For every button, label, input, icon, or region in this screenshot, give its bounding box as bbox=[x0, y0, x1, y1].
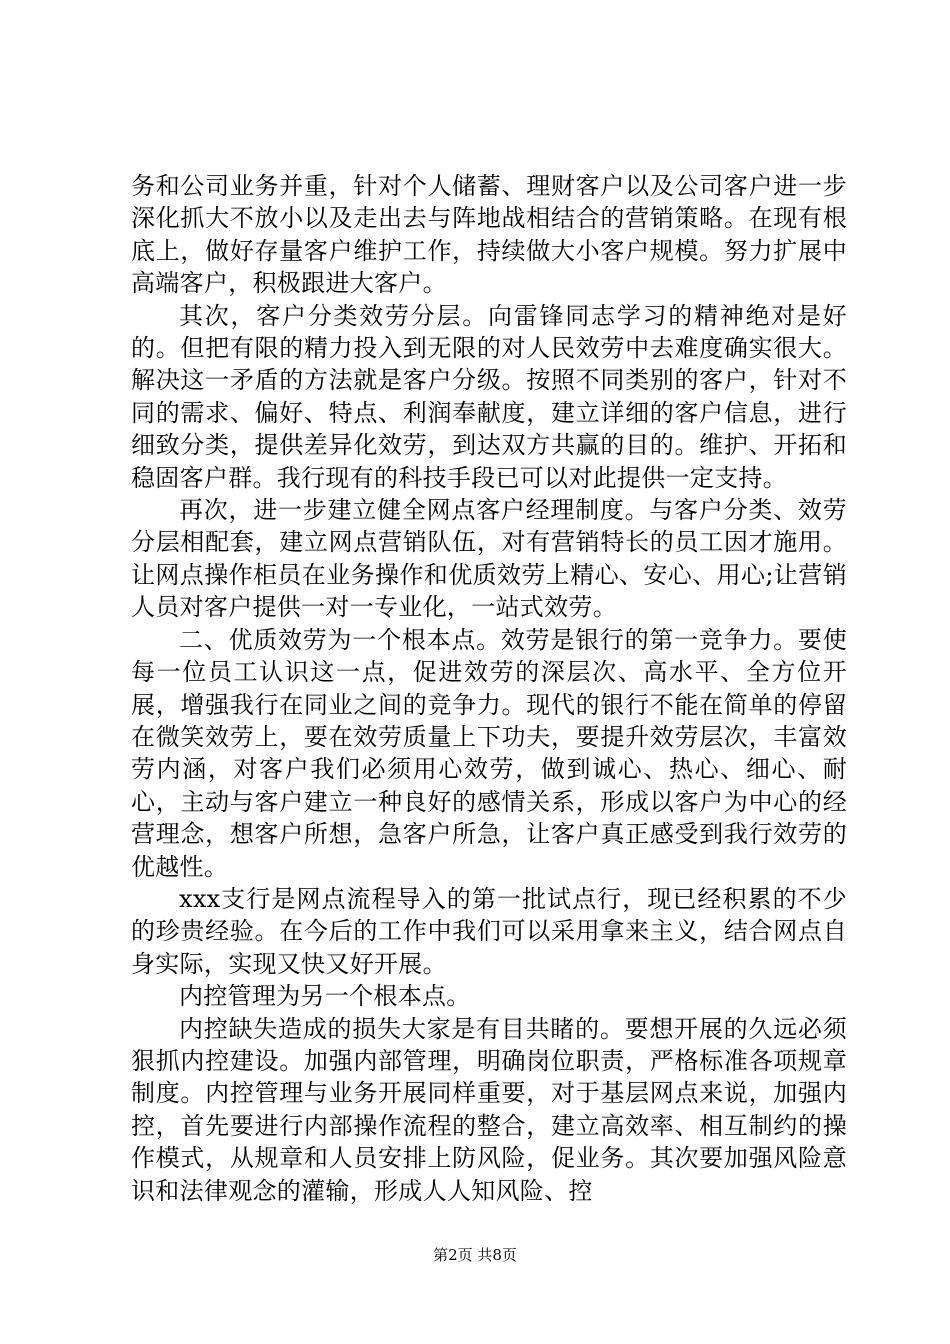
page-footer: 第2页 共8页 bbox=[433, 1246, 517, 1264]
paragraph-quality-service: 二、优质效劳为一个根本点。效劳是银行的第一竞争力。要使每一位员工认识这一点，促进效劳的深层次、高水平、全方位开展，增强我行在同业之间的竞争力。现代的银行不能在简单的停留在微笑效劳上，要在效劳质量上下功夫，要提升效劳层次，丰富效劳内涵，对客户我们必须用心效劳，做到诚心、热心、细心、耐心，主动与客户建立一种良好的感情关系，形成以客户为中心的经营理念，想客户所想，急客户所急，让客户真正感受到我行效劳的优越性。 bbox=[131, 625, 847, 881]
paragraph-account-manager: 再次，进一步建立健全网点客户经理制度。与客户分类、效劳分层相配套，建立网点营销队伍，对有营销特长的员工因才施用。让网点操作柜员在业务操作和优质效劳上精心、安心、用心;让营销人员对客户提供一对一专业化，一站式效劳。 bbox=[131, 496, 847, 622]
paragraph-internal-control: 内控缺失造成的损失大家是有目共睹的。要想开展的久远必须狠抓内控建设。加强内部管理，明确岗位职责，严格标准各项规章制度。内控管理与业务开展同样重要，对于基层网点来说，加强内控，首先要进行内部操作流程的整合，建立高效率、相互制约的操作模式，从规章和人员安排上防风险，促业务。其次要加强风险意识和法律观念的灌输，形成人人知风险、控 bbox=[131, 1014, 847, 1205]
paragraph-pilot-branch: xxx支行是网点流程导入的第一批试点行，现已经积累的不少的珍贵经验。在今后的工作中我们可以采用拿来主义，结合网点自身实际，实现又快又好开展。 bbox=[131, 884, 847, 978]
document-body bbox=[131, 170, 847, 1207]
paragraph-customer-tiering: 其次，客户分类效劳分层。向雷锋同志学习的精神绝对是好的。但把有限的精力投入到无限的对人民效劳中去难度确实很大。解决这一矛盾的方法就是客户分级。按照不同类别的客户，针对不同的需求、偏好、特点、利润奉献度，建立详细的客户信息，进行细致分类，提供差异化效劳，到达双方共赢的目的。维护、开拓和稳固客户群。我行现有的科技手段已可以对此提供一定支持。 bbox=[131, 301, 847, 492]
paragraph-continued: 务和公司业务并重，针对个人储蓄、理财客户以及公司客户进一步深化抓大不放小以及走出去与阵地战相结合的营销策略。在现有根底上，做好存量客户维护工作，持续做大小客户规模。努力扩展中高端客户，积极跟进大客户。 bbox=[131, 172, 847, 298]
paragraph-internal-control-heading: 内控管理为另一个根本点。 bbox=[179, 982, 471, 1011]
